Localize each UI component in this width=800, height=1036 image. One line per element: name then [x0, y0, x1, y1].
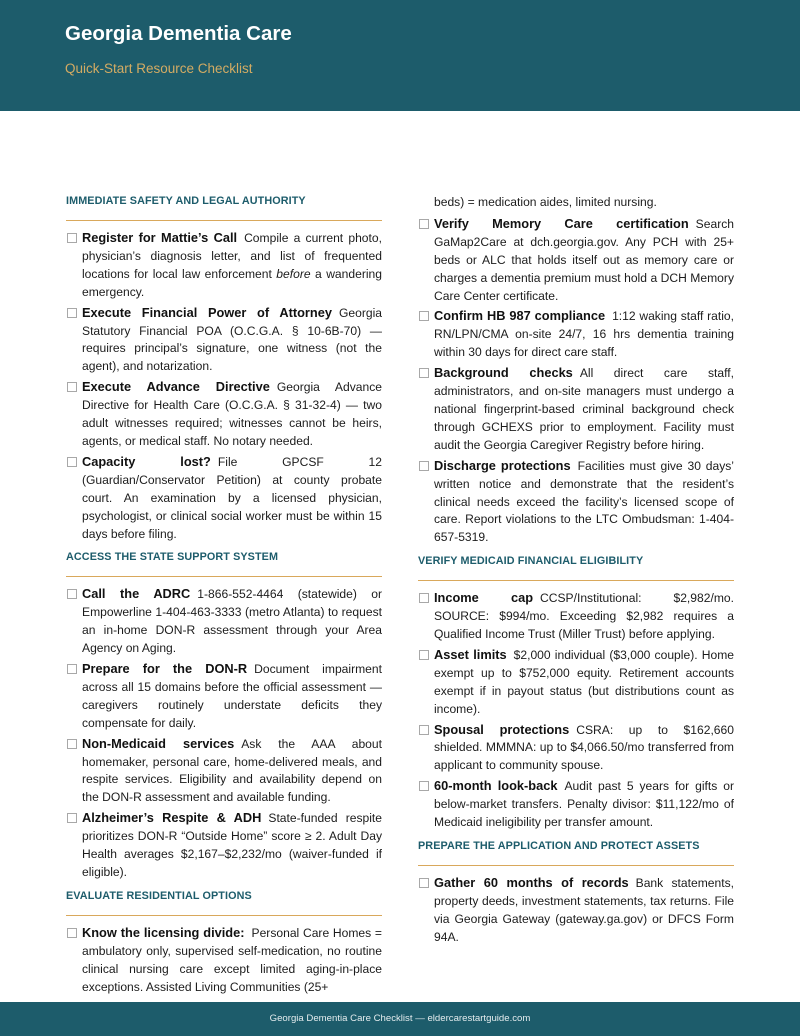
item-text: a wandering emergency. — [82, 266, 383, 299]
checkbox-icon[interactable] — [67, 813, 77, 823]
section-heading: ACCESS THE STATE SUPPORT SYSTEM — [66, 550, 382, 577]
item-text: CSRA: up to $162,660 shielded. MMMNA: up to $4,066.50/mo transferred from applicant to community spouse. — [434, 722, 734, 773]
checklist-item — [418, 874, 734, 947]
checklist-item — [66, 924, 382, 997]
item-text: 1:12 waking staff ratio, RN/LPN/CMA on-site 24/7, 16 hrs dementia training within 30 days for direct care staff. — [434, 309, 734, 360]
item-label: Background checks — [434, 365, 573, 381]
item-text: Bank statements, property deeds, investment statements, tax returns. File via Georgia Gateway (gateway.ga.gov) or DFCS Form 94A. — [434, 876, 735, 944]
item-text: All direct care staff, administrators, and on-site managers must undergo a national fingerprint-based criminal background check through GCHEXS prior to employment. Facility must audit the Georgia Caregiver Registry before hiring. — [434, 366, 734, 452]
checklist-item — [66, 304, 382, 377]
checklist-item — [66, 809, 382, 882]
checkbox-icon[interactable] — [419, 725, 429, 735]
item-text: File GPCSF 12 (Guardian/Conservator Petition) at county probate court. An examination by a licensed physician, psychologist, or clinical social worker must be within 15 days before filing. — [82, 454, 382, 541]
item-label: Prepare for the DON-R — [82, 661, 248, 677]
checkbox-icon[interactable] — [67, 233, 77, 243]
item-text: Audit past 5 years for gifts or below-market transfers. Penalty divisor: $11,122/mo of Medicaid ineligibility per transfer amount. — [434, 779, 734, 830]
item-label: Spousal protections — [434, 721, 570, 737]
checkbox-icon[interactable] — [67, 457, 77, 467]
item-label: Confirm HB 987 compliance — [434, 308, 606, 324]
checklist-item — [66, 229, 382, 302]
checklist-item — [418, 589, 734, 644]
item-text: State-funded respite prioritizes DON-R “Outside Home” score ≥ 2. Adult Day Health averages $2,167–$2,232/mo (waiver-funded if eligible). — [82, 811, 383, 879]
checkbox-icon[interactable] — [419, 878, 429, 888]
checkbox-icon[interactable] — [67, 382, 77, 392]
checklist-item — [66, 378, 382, 451]
item-label: Capacity lost? — [82, 453, 211, 469]
right-column — [418, 194, 734, 949]
checkbox-icon[interactable] — [419, 368, 429, 378]
item-text: Georgia Advance Directive for Health Care (O.C.G.A. § 31-32-4) — two adult witnesses required; witnesses cannot be heirs, agents, or medical staff. No notary needed. — [82, 380, 382, 448]
checklist-item — [66, 585, 382, 658]
section-heading: IMMEDIATE SAFETY AND LEGAL AUTHORITY — [66, 194, 382, 221]
item-label: Execute Financial Power of Attorney — [82, 304, 332, 320]
checkbox-icon[interactable] — [419, 461, 429, 471]
checkbox-icon[interactable] — [419, 593, 429, 603]
checklist-item — [418, 364, 734, 455]
checkbox-icon[interactable] — [67, 664, 77, 674]
checklist-item — [66, 453, 382, 544]
section-heading: VERIFY MEDICAID FINANCIAL ELIGIBILITY — [418, 554, 734, 581]
footer-bar — [0, 1002, 800, 1036]
item-label: Know the licensing divide: — [82, 924, 245, 940]
item-text: Compile a current photo, physician’s diagnosis letter, and list of frequented locations for local law enforcement — [82, 231, 382, 281]
checklist-item — [418, 721, 734, 776]
footer-text: Georgia Dementia Care Checklist — eldercarestartguide.com — [269, 1013, 531, 1024]
section-heading: PREPARE THE APPLICATION AND PROTECT ASSETS — [418, 839, 734, 866]
item-text: Search GaMap2Care at dch.georgia.gov. Any PCH with 25+ beds or ALC that holds itself out as memory care or charges a dementia premium must hold a DCH Memory Care Center certificate. — [434, 216, 734, 303]
item-label: Execute Advance Directive — [82, 379, 270, 395]
item-text: $2,000 individual ($3,000 couple). Home exempt up to $752,000 equity. Retirement accounts exempt if in payout status (but distributions count as income). — [434, 647, 734, 716]
left-column — [66, 194, 382, 999]
checklist-item — [418, 457, 734, 548]
checkbox-icon[interactable] — [67, 739, 77, 749]
checkbox-icon[interactable] — [67, 308, 77, 318]
checkbox-icon[interactable] — [419, 650, 429, 660]
checklist-item — [418, 307, 734, 362]
checklist-item — [418, 215, 734, 306]
header-banner — [0, 0, 800, 111]
checkbox-icon[interactable] — [419, 311, 429, 321]
checkbox-icon[interactable] — [67, 928, 77, 938]
item-text: 1-866-552-4464 (statewide) or Empowerline 1-404-463-3333 (metro Atlanta) to request an in-home DON-R assessment through your Area Agency on Aging. — [82, 587, 382, 656]
checklist-item — [418, 646, 734, 719]
checkbox-icon[interactable] — [419, 219, 429, 229]
item-label: Income cap — [434, 590, 534, 606]
checklist-item — [66, 735, 382, 808]
item-label: Register for Mattie’s Call — [82, 230, 238, 245]
item-continuation: beds) = medication aides, limited nursing. — [434, 195, 657, 209]
item-label: Asset limits — [434, 646, 507, 662]
item-text: Personal Care Homes = ambulatory only, supervised self-medication, no routine clinical nursing care except limited aging-in-place exceptions. Assisted Living Communities (25+ — [82, 925, 382, 994]
item-label: Call the ADRC — [82, 586, 191, 602]
checkbox-icon[interactable] — [419, 781, 429, 791]
page-subtitle: Quick-Start Resource Checklist — [65, 61, 253, 76]
item-text: Georgia Statutory Financial POA (O.C.G.A. § 10-6B-70) — requires principal’s signature, one witness (not the agent), and notarization. — [82, 305, 382, 374]
page-title: Georgia Dementia Care — [65, 22, 292, 45]
item-label: 60-month look-back — [434, 778, 558, 794]
section-heading: EVALUATE RESIDENTIAL OPTIONS — [66, 889, 382, 916]
item-text: Document impairment across all 15 domains before the official assessment — caregivers routinely understate deficits they compensate for daily. — [82, 662, 382, 730]
item-text: CCSP/Institutional: $2,982/mo. SOURCE: $994/mo. Exceeding $2,982 requires a Qualified Income Trust (Miller Trust) before applying. — [434, 591, 734, 642]
checklist-item — [66, 660, 382, 733]
item-label: Alzheimer’s Respite & ADH — [82, 810, 262, 826]
item-label: Discharge protections — [434, 457, 571, 473]
item-label: Verify Memory Care certification — [434, 215, 689, 231]
item-label: Non-Medicaid services — [82, 735, 235, 751]
item-text: Facilities must give 30 days’ written notice and demonstrate that the resident’s clinical needs exceed the facility’s licensed scope of care. Report violations to the LTC Ombudsman: 1-404-657-5319. — [434, 458, 734, 545]
item-text: Ask the AAA about homemaker, personal care, home-delivered meals, and respite services. Eligibility and availability depend on the DON-R assessment and available funding. — [82, 736, 382, 805]
item-label: Gather 60 months of records — [434, 875, 629, 890]
checklist-item — [418, 777, 734, 832]
checkbox-icon[interactable] — [67, 589, 77, 599]
item-emphasis: before — [276, 266, 311, 281]
